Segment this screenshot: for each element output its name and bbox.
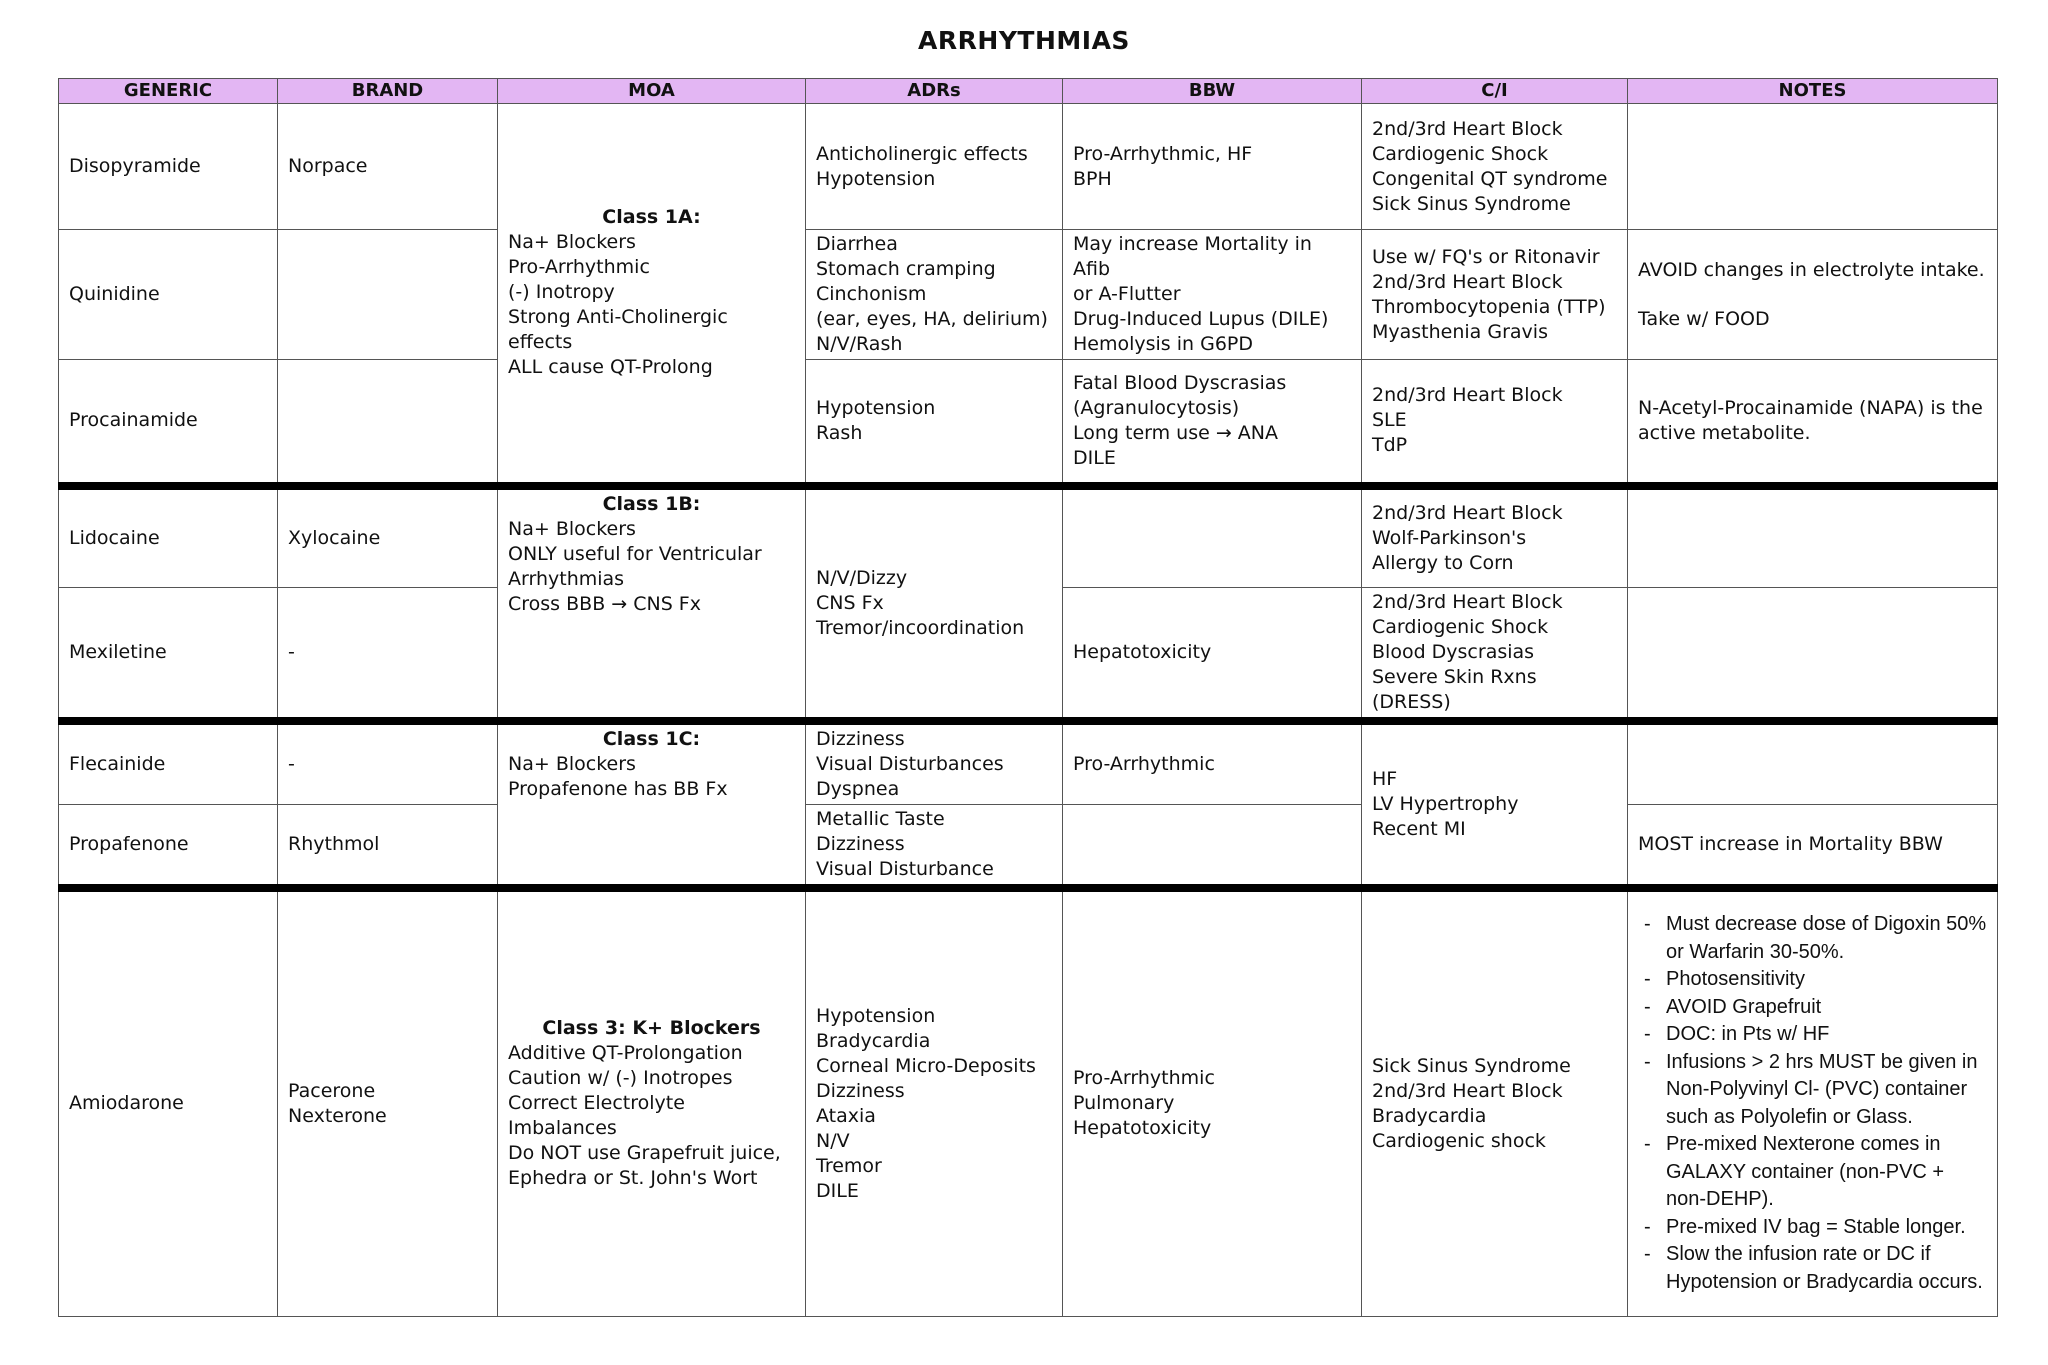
- adr-line: Rash: [816, 421, 863, 444]
- adr-line: Visual Disturbances: [816, 753, 1004, 775]
- adr-line: Cinchonism: [816, 283, 927, 305]
- ci-line: Blood Dyscrasias: [1372, 641, 1535, 663]
- moa-cell-class1b: [498, 486, 806, 722]
- moa-line: Strong Anti-Cholinergic effects: [508, 306, 734, 354]
- brand-cell: Xylocaine: [278, 486, 498, 588]
- generic-cell: Lidocaine: [59, 486, 278, 588]
- table-row-lidocaine: [59, 486, 1998, 588]
- adrs-cell: [806, 805, 1063, 889]
- moa-line: ALL cause QT-Prolong: [508, 356, 713, 379]
- adr-line: Dizziness: [816, 1079, 905, 1102]
- ci-line: Use w/ FQ's or Ritonavir: [1372, 245, 1600, 268]
- moa-line: ONLY useful for Ventricular: [508, 542, 762, 565]
- ci-line: 2nd/3rd Heart Block: [1372, 501, 1563, 524]
- ci-cell: [1362, 360, 1628, 486]
- bbw-line: (Agranulocytosis): [1073, 396, 1240, 419]
- table-row-amiodarone: [59, 888, 1998, 1316]
- bbw-line: Fatal Blood Dyscrasias: [1073, 371, 1287, 394]
- moa-line: (-) Inotropy: [508, 281, 615, 304]
- moa-line: Do NOT use Grapefruit juice,: [508, 1142, 781, 1165]
- ci-line: Cardiogenic Shock: [1372, 616, 1549, 638]
- brand-cell: Rhythmol: [278, 805, 498, 889]
- note-line: N-Acetyl-Procainamide (NAPA) is the: [1638, 396, 1983, 419]
- moa-line: Caution w/ (-) Inotropes: [508, 1067, 733, 1090]
- generic-cell: Procainamide: [59, 360, 278, 486]
- bbw-line: Hepatotoxicity: [1073, 1117, 1212, 1140]
- moa-cell-class1c: [498, 721, 806, 888]
- bbw-line: Pro-Arrhythmic: [1073, 753, 1215, 775]
- ci-line: 2nd/3rd Heart Block: [1372, 270, 1563, 293]
- moa-line: Correct Electrolyte Imbalances: [508, 1092, 691, 1140]
- list-item: - Infusions > 2 hrs MUST be given in Non-Polyvinyl Cl- (PVC) container such as Polyolefin or Glass.: [1658, 1049, 1987, 1132]
- adr-line: N/V: [816, 1129, 850, 1152]
- moa-line: Arrhythmias: [508, 567, 625, 590]
- brand-cell: [278, 360, 498, 486]
- generic-cell: Propafenone: [59, 805, 278, 889]
- col-header-notes: NOTES: [1628, 79, 1998, 104]
- ci-line: Allergy to Corn: [1372, 551, 1514, 574]
- brand-cell: [278, 230, 498, 360]
- bbw-cell: [1063, 805, 1362, 889]
- list-item: - Pre-mixed Nexterone comes in GALAXY container (non-PVC + non-DEHP).: [1658, 1131, 1987, 1214]
- list-item: - Pre-mixed IV bag = Stable longer.: [1658, 1214, 1987, 1242]
- page-title: ARRHYTHMIAS: [918, 26, 1130, 55]
- ci-line: Severe Skin Rxns (DRESS): [1372, 666, 1543, 713]
- bbw-cell: [1063, 588, 1362, 722]
- bbw-line: Long term use → ANA: [1073, 421, 1279, 444]
- brand-cell: -: [278, 721, 498, 805]
- table-row-procainamide: [59, 360, 1998, 486]
- adr-line: Bradycardia: [816, 1029, 931, 1052]
- col-header-bbw: BBW: [1063, 79, 1362, 104]
- adr-line: CNS Fx: [816, 591, 884, 614]
- table-row-flecainide: [59, 721, 1998, 805]
- moa-line: Pro-Arrhythmic: [508, 256, 650, 279]
- brand-cell: -: [278, 588, 498, 722]
- ci-cell: [1362, 888, 1628, 1316]
- adr-line: Metallic Taste: [816, 808, 945, 830]
- ci-line: Bradycardia: [1372, 1104, 1487, 1127]
- ci-cell: [1362, 486, 1628, 588]
- notes-cell: [1628, 888, 1998, 1316]
- ci-line: Thrombocytopenia (TTP): [1372, 295, 1606, 318]
- bbw-line: BPH: [1073, 167, 1112, 190]
- col-header-brand: BRAND: [278, 79, 498, 104]
- adrs-cell: [806, 360, 1063, 486]
- moa-heading: Class 1A:: [602, 206, 701, 229]
- notes-cell: [1628, 104, 1998, 230]
- generic-cell: Mexiletine: [59, 588, 278, 722]
- adr-line: Dizziness: [816, 728, 905, 750]
- notes-cell: [1628, 360, 1998, 486]
- drug-table: [58, 78, 1998, 1317]
- ci-line: Recent MI: [1372, 818, 1466, 840]
- adrs-cell: [806, 104, 1063, 230]
- ci-cell: [1362, 588, 1628, 722]
- list-item: - Must decrease dose of Digoxin 50% or Warfarin 30-50%.: [1658, 911, 1987, 966]
- ci-line: Myasthenia Gravis: [1372, 320, 1548, 343]
- notes-cell: [1628, 588, 1998, 722]
- adr-line: DILE: [816, 1179, 859, 1202]
- notes-cell: [1628, 805, 1998, 889]
- ci-line: Wolf-Parkinson's: [1372, 526, 1527, 549]
- col-header-ci: C/I: [1362, 79, 1628, 104]
- generic-cell: Disopyramide: [59, 104, 278, 230]
- adr-line: Dyspnea: [816, 778, 900, 800]
- note-line: Take w/ FOOD: [1638, 307, 1770, 330]
- adr-line: Anticholinergic effects: [816, 142, 1028, 165]
- bbw-line: Pro-Arrhythmic: [1073, 1067, 1215, 1090]
- note-line: active metabolite.: [1638, 421, 1811, 444]
- adr-line: Hypotension: [816, 396, 936, 419]
- adr-line: N/V/Dizzy: [816, 566, 908, 589]
- ci-line: 2nd/3rd Heart Block: [1372, 117, 1563, 140]
- ci-line: SLE: [1372, 409, 1407, 432]
- bbw-line: May increase Mortality in Afib: [1073, 233, 1319, 280]
- ci-line: LV Hypertrophy: [1372, 793, 1519, 815]
- header-row: [59, 79, 1998, 104]
- bbw-line: Hepatotoxicity: [1073, 641, 1212, 663]
- adrs-cell: [806, 721, 1063, 805]
- ci-line: TdP: [1372, 434, 1408, 457]
- generic-cell: Flecainide: [59, 721, 278, 805]
- moa-line: Na+ Blockers: [508, 231, 636, 254]
- note-line: AVOID changes in electrolyte intake.: [1638, 258, 1985, 281]
- list-item: - AVOID Grapefruit: [1658, 994, 1987, 1022]
- ci-line: 2nd/3rd Heart Block: [1372, 384, 1563, 407]
- adr-line: Corneal Micro-Deposits: [816, 1054, 1036, 1077]
- bbw-cell: [1063, 104, 1362, 230]
- bbw-line: Pro-Arrhythmic, HF: [1073, 142, 1253, 165]
- adrs-cell-class1b: [806, 486, 1063, 722]
- bbw-cell: [1063, 486, 1362, 588]
- ci-line: 2nd/3rd Heart Block: [1372, 591, 1563, 613]
- moa-line: Propafenone has BB Fx: [508, 778, 728, 800]
- adr-line: Ataxia: [816, 1104, 876, 1127]
- ci-line: Congenital QT syndrome: [1372, 167, 1608, 190]
- bbw-line: Drug-Induced Lupus (DILE): [1073, 308, 1329, 330]
- list-item: - DOC: in Pts w/ HF: [1658, 1021, 1987, 1049]
- list-item: - Photosensitivity: [1658, 966, 1987, 994]
- brand-line: Nexterone: [288, 1104, 387, 1127]
- adr-line: Visual Disturbance: [816, 858, 994, 880]
- col-header-generic: GENERIC: [59, 79, 278, 104]
- brand-line: Pacerone: [288, 1079, 376, 1102]
- adr-line: Diarrhea: [816, 233, 898, 255]
- adr-line: Tremor: [816, 1154, 882, 1177]
- moa-heading: Class 1B:: [602, 492, 701, 515]
- moa-heading: Class 3: K+ Blockers: [542, 1017, 761, 1040]
- moa-line: Na+ Blockers: [508, 753, 636, 775]
- moa-line: Na+ Blockers: [508, 517, 636, 540]
- bbw-cell: [1063, 230, 1362, 360]
- moa-heading: Class 1C:: [602, 728, 701, 750]
- notes-cell: [1628, 486, 1998, 588]
- ci-cell: [1362, 230, 1628, 360]
- col-header-adrs: ADRs: [806, 79, 1063, 104]
- adr-line: Hypotension: [816, 167, 936, 190]
- ci-cell-class1c: [1362, 721, 1628, 888]
- note-line: MOST increase in Mortality BBW: [1638, 833, 1943, 855]
- list-item: - Slow the infusion rate or DC if Hypotension or Bradycardia occurs.: [1658, 1241, 1987, 1296]
- ci-line: Cardiogenic shock: [1372, 1129, 1546, 1152]
- ci-line: Sick Sinus Syndrome: [1372, 1054, 1571, 1077]
- table-row-disopyramide: [59, 104, 1998, 230]
- adr-line: Tremor/incoordination: [816, 616, 1025, 639]
- notes-list: [1638, 911, 1987, 1296]
- notes-cell: [1628, 721, 1998, 805]
- generic-cell: Amiodarone: [59, 888, 278, 1316]
- generic-cell: Quinidine: [59, 230, 278, 360]
- bbw-line: Pulmonary: [1073, 1092, 1175, 1115]
- moa-cell-class3: [498, 888, 806, 1316]
- bbw-line: DILE: [1073, 446, 1116, 469]
- col-header-moa: MOA: [498, 79, 806, 104]
- bbw-cell: [1063, 360, 1362, 486]
- adrs-cell: [806, 230, 1063, 360]
- moa-line: Ephedra or St. John's Wort: [508, 1167, 758, 1190]
- moa-line: Additive QT-Prolongation: [508, 1042, 743, 1065]
- moa-line: Cross BBB → CNS Fx: [508, 592, 701, 615]
- ci-line: HF: [1372, 768, 1398, 790]
- adrs-cell: [806, 888, 1063, 1316]
- brand-cell: [278, 888, 498, 1316]
- ci-cell: [1362, 104, 1628, 230]
- moa-cell-class1a: [498, 104, 806, 486]
- table-row-quinidine: [59, 230, 1998, 360]
- ci-line: Sick Sinus Syndrome: [1372, 192, 1571, 215]
- bbw-line: or A-Flutter: [1073, 283, 1181, 305]
- ci-line: Cardiogenic Shock: [1372, 142, 1549, 165]
- adr-line: (ear, eyes, HA, delirium): [816, 308, 1048, 330]
- ci-line: 2nd/3rd Heart Block: [1372, 1079, 1563, 1102]
- adr-line: Hypotension: [816, 1004, 936, 1027]
- adr-line: N/V/Rash: [816, 333, 903, 355]
- adr-line: Dizziness: [816, 833, 905, 855]
- adr-line: Stomach cramping: [816, 258, 996, 280]
- bbw-cell: [1063, 721, 1362, 805]
- bbw-line: Hemolysis in G6PD: [1073, 333, 1254, 355]
- bbw-cell: [1063, 888, 1362, 1316]
- table-row-propafenone: [59, 805, 1998, 889]
- brand-cell: Norpace: [278, 104, 498, 230]
- notes-cell: [1628, 230, 1998, 360]
- note-gap: [1638, 283, 1987, 307]
